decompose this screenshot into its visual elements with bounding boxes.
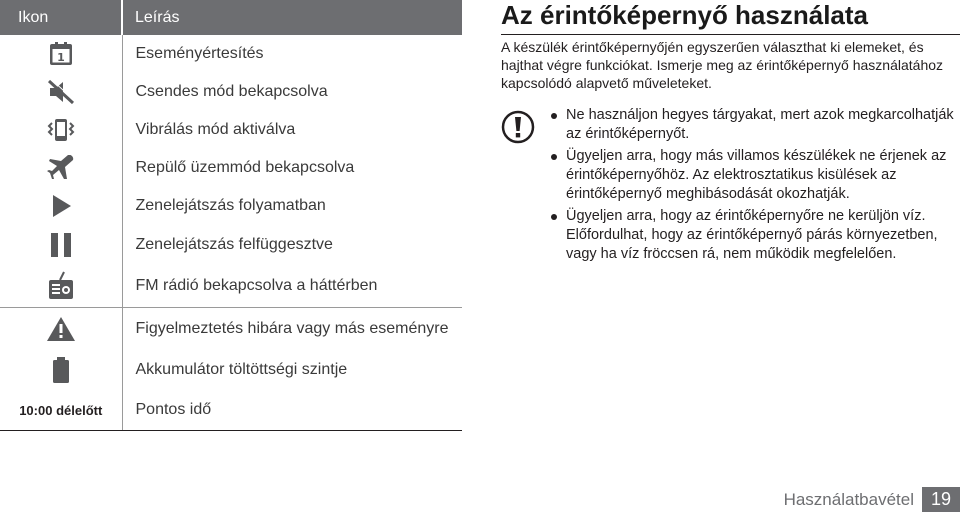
caution-list <box>548 106 958 267</box>
row-description: Zenelejátszás folyamatban <box>135 197 326 214</box>
row-description: Eseményértesítés <box>135 45 264 62</box>
row-description: Repülő üzemmód bekapcsolva <box>135 159 355 176</box>
list-item-text: Ne használjon hegyes tárgyakat, mert azok megkarcolhatják az érintőképernyőt. <box>566 107 954 142</box>
row-description: Figyelmeztetés hibára vagy más eseményre <box>122 308 462 351</box>
row-description: Akkumulátor töltöttségi szintje <box>135 361 348 378</box>
row-description: Vibrálás mód aktiválva <box>135 121 296 138</box>
table-row <box>0 35 462 73</box>
svg-text:1: 1 <box>56 51 65 64</box>
fm-radio-icon <box>47 277 75 294</box>
table-row <box>0 187 462 225</box>
page-number: 19 <box>922 487 960 512</box>
bullet-dot-icon <box>551 113 557 119</box>
bullet-dot-icon <box>551 154 557 160</box>
row-description: Csendes mód bekapcsolva <box>135 83 328 100</box>
warning-triangle-icon <box>46 320 76 337</box>
bullet-dot-icon <box>551 214 557 220</box>
intro-paragraph: A készülék érintőképernyőjén egyszerűen választhat ki elemeket, és hajthat végre funkciókat. Ismerje meg az érintőképernyő használatához kapcsolódó alapvető műveleteket. <box>501 39 944 91</box>
battery-icon <box>50 361 72 378</box>
table-row <box>0 308 462 351</box>
play-icon <box>49 197 73 214</box>
table-row <box>0 350 462 390</box>
list-item-text: Ügyeljen arra, hogy az érintőképernyőre ne kerüljön víz. Előfordulhat, hogy az érintőképernyő párás környezetben, vagy ha víz fröccsen rá, nem működik megfelelően. <box>566 208 938 262</box>
table-header-icon: Ikon <box>0 0 122 35</box>
vibration-mode-icon <box>46 121 76 138</box>
list-item-text: Ügyeljen arra, hogy más villamos készülékek ne érjenek az érintőképernyőhöz. Az elektrosztatikus kisülések az érintőképernyő meghibásodását okozhatják. <box>566 148 947 202</box>
table-header-description: Leírás <box>122 0 462 35</box>
list-item <box>548 207 958 264</box>
list-item <box>548 147 958 204</box>
table-row <box>0 390 462 431</box>
table-row <box>0 225 462 265</box>
row-description: Pontos idő <box>122 390 462 431</box>
section-title: Az érintőképernyő használata <box>501 0 960 35</box>
caution-icon <box>501 110 535 149</box>
silent-mode-icon <box>47 83 75 100</box>
table-row <box>0 73 462 111</box>
event-notification-icon <box>48 45 74 62</box>
time-indicator: 10:00 délelőtt <box>0 390 122 431</box>
row-description: Zenelejátszás felfüggesztve <box>135 236 333 253</box>
status-icon-table <box>0 0 462 431</box>
airplane-icon <box>47 159 75 176</box>
footer-chapter-label: Használatbavétel <box>783 489 914 509</box>
pause-icon <box>48 236 74 253</box>
table-row <box>0 149 462 187</box>
row-description: FM rádió bekapcsolva a háttérben <box>135 277 378 294</box>
page-footer <box>784 487 960 512</box>
table-row <box>0 265 462 308</box>
table-row <box>0 111 462 149</box>
list-item <box>548 106 958 144</box>
